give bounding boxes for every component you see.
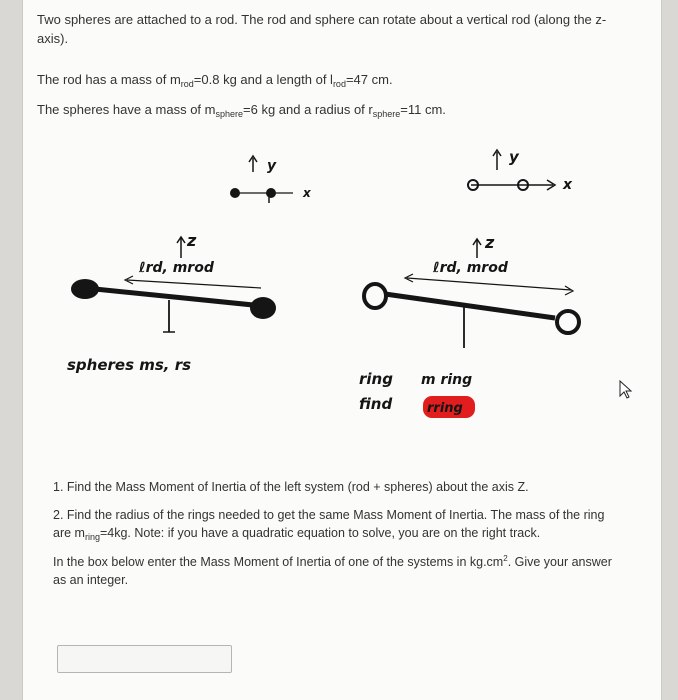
mouse-cursor-icon <box>618 380 634 400</box>
left-rod-label: ℓrd, mrod <box>139 260 214 276</box>
question-2: 2. Find the radius of the rings needed to get the same Mass Moment of Inertia. The mass of the ring are $m_{ring}=4kg$. Note: if you have a quadratic equation to solve, you are on the right track. <box>53 508 605 542</box>
m-ring-label: m ring <box>421 372 473 388</box>
left-axis-y-label: y <box>267 158 277 174</box>
left-top-axes <box>230 156 312 203</box>
spheres-label: spheres ms, rs <box>67 356 192 374</box>
answer-input[interactable] <box>57 645 232 673</box>
right-z-label: z <box>485 233 495 252</box>
right-top-axes <box>468 148 573 193</box>
right-rod-label: ℓrd, mrod <box>433 260 508 276</box>
left-system <box>67 231 276 374</box>
question-1: 1. Find the Mass Moment of Inertia of the left system (rod + spheres) about the axis Z. <box>53 480 529 494</box>
left-z-label: z <box>187 231 197 250</box>
sphere-description: The spheres have a mass of $m_{sphere}=6$ kg and a radius of $r_{sphere}=11$ cm. <box>37 102 446 119</box>
right-axis-x-label: x <box>563 177 573 193</box>
find-label: find <box>359 395 393 413</box>
rod-description: The rod has a mass of $m_{rod}=0.8$ kg and a length of $l_{rod}=47$ cm. <box>37 72 393 89</box>
right-system <box>359 233 579 418</box>
r-ring-label: rring <box>427 401 463 416</box>
problem-card <box>22 0 662 700</box>
left-axis-x-label: x <box>303 186 311 200</box>
problem-intro: Two spheres are attached to a rod. The rod and sphere can rotate about a vertical rod (along the z-axis). <box>37 12 607 46</box>
ring-label: ring <box>359 370 393 388</box>
right-axis-y-label: y <box>509 148 519 166</box>
answer-instructions: In the box below enter the Mass Moment of Inertia of one of the systems in $kg.cm^2$. Give your answer as an integer. <box>53 554 612 587</box>
hand-drawn-sketch <box>23 0 661 450</box>
